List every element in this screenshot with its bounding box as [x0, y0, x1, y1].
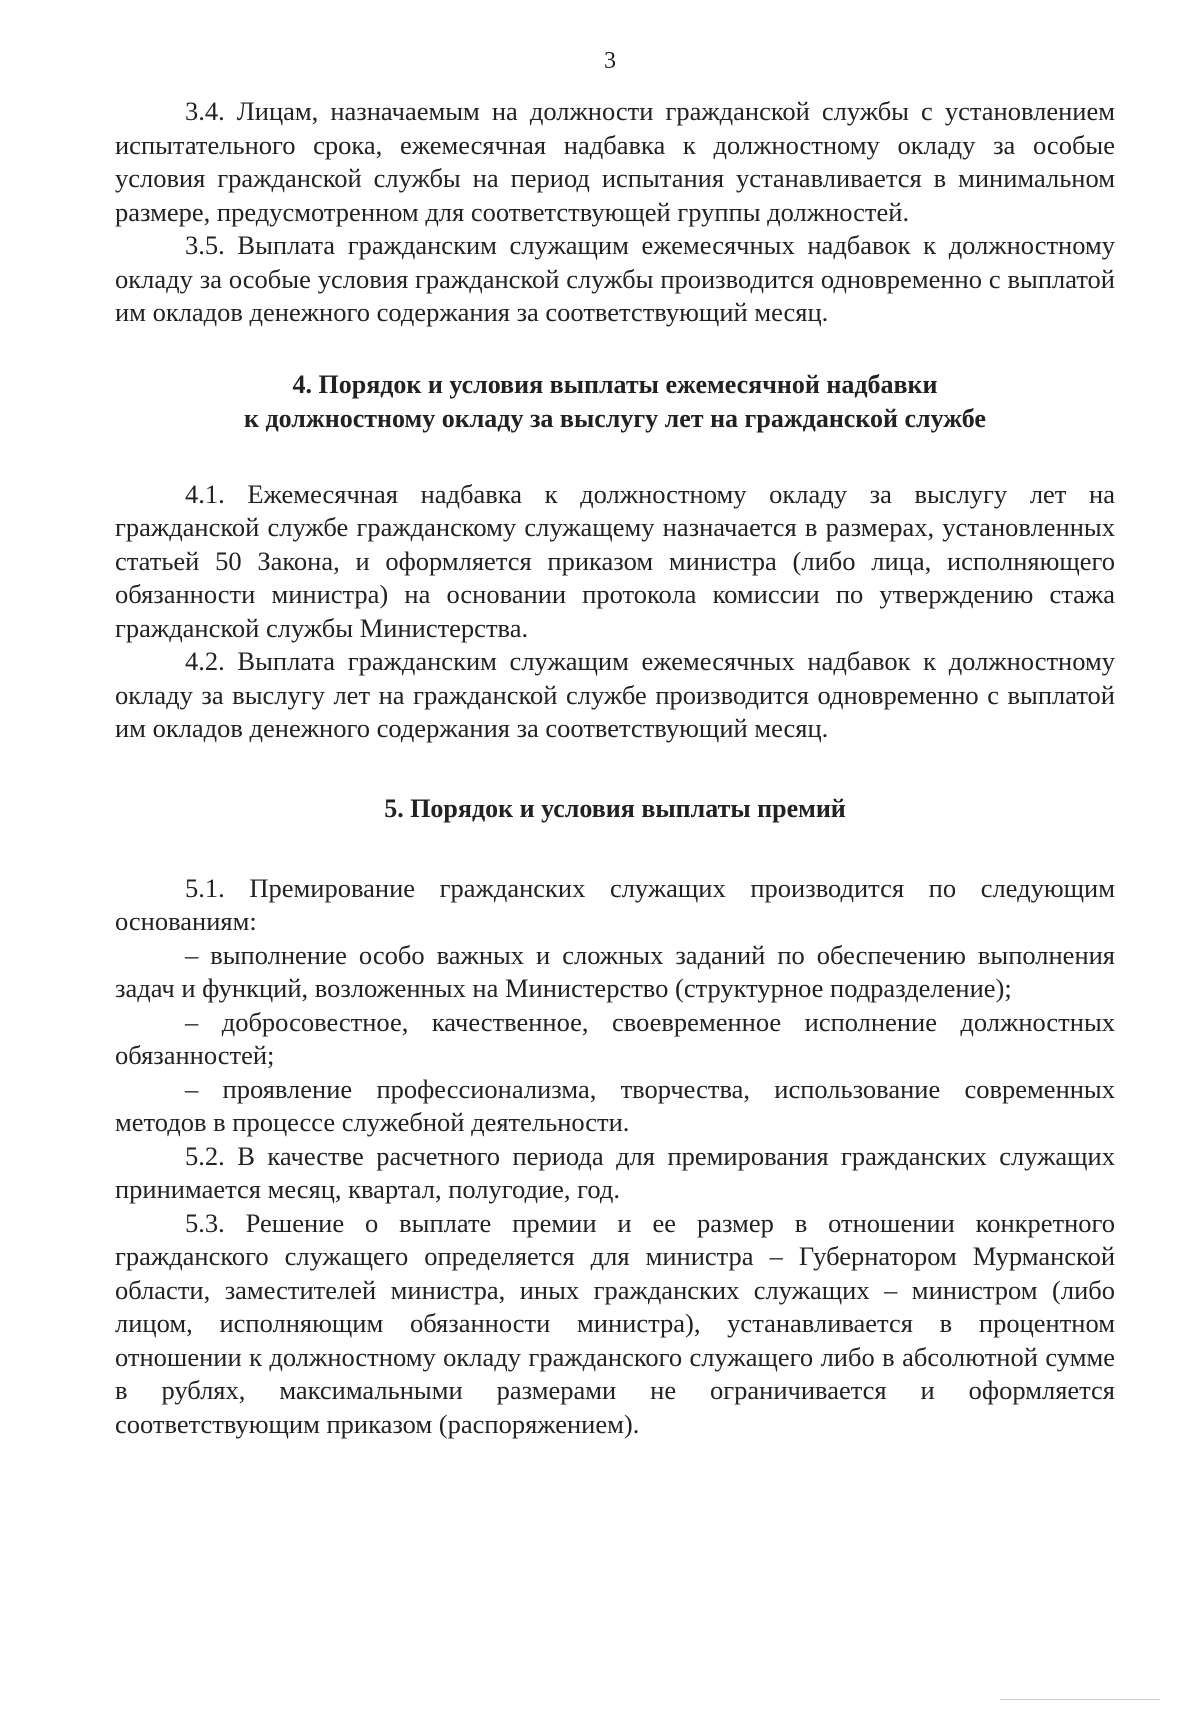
paragraph-5-1: 5.1. Премирование гражданских служащих производится по следующим основаниям:: [115, 872, 1115, 936]
paragraph-3-5: 3.5. Выплата гражданским служащим ежемесячных надбавок к должностному окладу за особые условия гражданской службы производится одновременно с выплатой им окладов денежного содержания за соответствующий месяц.: [115, 230, 1115, 327]
section-4-heading-line-2: к должностному окладу за выслугу лет на гражданской службе: [244, 403, 986, 433]
bullet-item-3: – проявление профессионализма, творчества, использование современных методов в процессе служебной деятельности.: [115, 1073, 1115, 1137]
paragraph-4-1: 4.1. Ежемесячная надбавка к должностному окладу за выслугу лет на гражданской службе гражданскому служащему назначается в размерах, установленных статьей 50 Закона, и оформляется приказом министра (либо лица, исполняющего обязанности министра) на основании протокола комиссии по утверждению стажа гражданской службы Министерства.: [115, 478, 1115, 643]
paragraph-4-2: 4.2. Выплата гражданским служащим ежемесячных надбавок к должностному окладу за выслугу лет на гражданской службе производится одновременно с выплатой им окладов денежного содержания за соответствующий месяц.: [115, 646, 1115, 743]
section-4-heading-line-1: 4. Порядок и условия выплаты ежемесячной надбавки: [292, 369, 938, 399]
scan-edge-mark: [1000, 1699, 1160, 1700]
bullet-item-2: – добросовестное, качественное, своевременное исполнение должностных обязанностей;: [115, 1006, 1115, 1070]
page-number: 3: [604, 48, 616, 74]
bullet-item-1: – выполнение особо важных и сложных заданий по обеспечению выполнения задач и функций, возложенных на Министерство (структурное подразделение);: [115, 939, 1115, 1003]
paragraph-5-2: 5.2. В качестве расчетного периода для премирования гражданских служащих принимается месяц, квартал, полугодие, год.: [115, 1140, 1115, 1204]
paragraph-5-3: 5.3. Решение о выплате премии и ее размер в отношении конкретного гражданского служащего определяется для министра – Губернатором Мурманской области, заместителей министра, иных гражданских служащих – министром (либо лицом, исполняющим обязанности министра), устанавливается в процентном отношении к должностному окладу гражданского служащего либо в абсолютной сумме в рублях, максимальными размерами не ограничивается и оформляется соответствующим приказом (распоряжением).: [115, 1207, 1115, 1439]
document-body: [115, 95, 1115, 1441]
section-5-heading: 5. Порядок и условия выплаты премий: [384, 793, 846, 823]
section-4-heading: [115, 368, 1115, 436]
paragraph-3-4: 3.4. Лицам, назначаемым на должности гражданской службы с установлением испытательного срока, ежемесячная надбавка к должностному окладу за особые условия гражданской службы на период испытания устанавливается в минимальном размере, предусмотренном для соответствующей группы должностей.: [115, 96, 1115, 227]
